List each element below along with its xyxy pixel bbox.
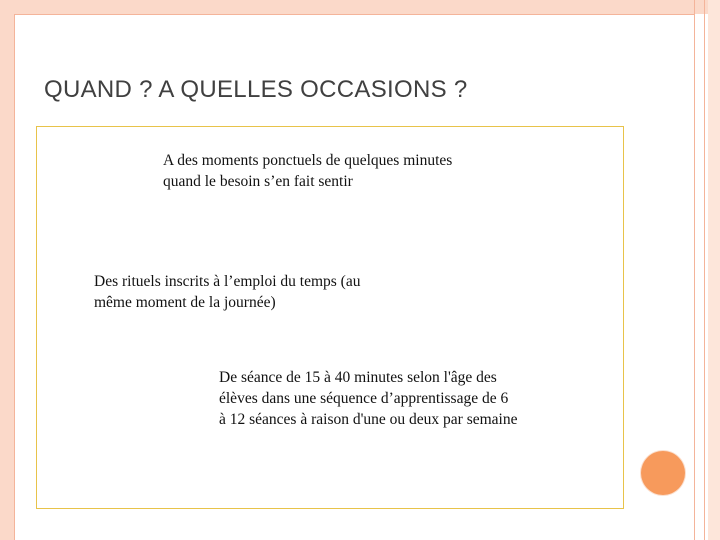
left-border-line <box>14 14 15 540</box>
top-border-band <box>0 0 720 14</box>
paragraph-moments-ponctuels <box>163 150 452 192</box>
right-rail-line-2 <box>704 0 705 540</box>
paragraph-line: élèves dans une séquence d’apprentissage de 6 <box>219 390 509 407</box>
top-border-line <box>14 14 694 15</box>
left-border-band <box>0 0 14 540</box>
right-rail-band <box>708 0 720 540</box>
paragraph-seances <box>219 367 517 430</box>
paragraph-line: A des moments ponctuels de quelques minutes <box>163 152 453 169</box>
slide-title: QUAND ? A QUELLES OCCASIONS ? <box>44 76 468 103</box>
paragraph-line: même moment de la journée) <box>94 294 276 311</box>
paragraph-line: quand le besoin s’en fait sentir <box>163 173 353 190</box>
right-rail-line <box>694 0 695 540</box>
paragraph-line: De séance de 15 à 40 minutes selon l'âge des <box>219 369 497 386</box>
paragraph-rituels <box>94 271 360 313</box>
paragraph-line: à 12 séances à raison d'une ou deux par semaine <box>219 411 518 428</box>
paragraph-line: Des rituels inscrits à l’emploi du temps (au <box>94 273 361 290</box>
decorative-circle <box>641 451 685 495</box>
